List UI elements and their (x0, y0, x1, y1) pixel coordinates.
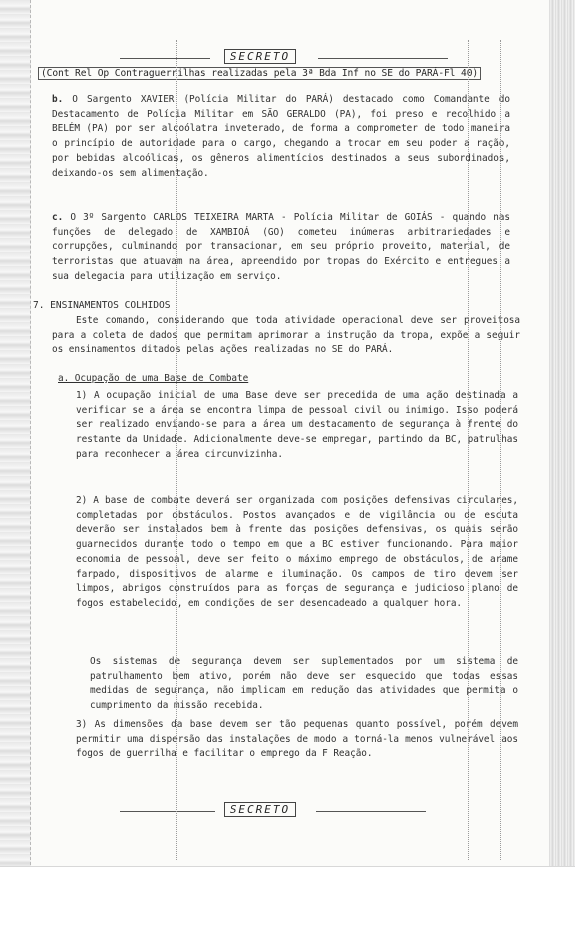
scan-edge-left (0, 0, 31, 870)
paragraph-c-text: O 3º Sargento CARLOS TEIXEIRA MARTA - Polícia Militar de GOIÁS - quando nas funções de delegado de XAMBIOÁ (GO) cometeu inúmeras arbitrariedades e corrupções, culminando por transacionar, em seu próprio proveito, material, de terroristas que atuavam na área, apreendido por tropas do Exército e entregues a sua delegacia para utilização em serviço. (52, 212, 510, 282)
scan-streak (176, 40, 177, 860)
scan-streak (500, 40, 501, 860)
paragraph-b-text: O Sargento XAVIER (Polícia Militar do PARÁ) destacado como Comandante do Destacamento de Polícia Militar em SÃO GERALDO (PA), foi preso e recolhido a BELÉM (PA) por ser alcoólatra inveterado, de forma a comprometer de todo maneira o princípio de autoridade para o cargo, chegando a trocar em seu poder a ração, por bebidas alcoólicas, os gêneros alimentícios destinados a seus subordinados, deixando-os sem alimentação. (52, 94, 510, 179)
subsection-a-heading: a. Ocupação de uma Base de Combate (58, 373, 249, 384)
item-1: 1) A ocupação inicial de uma Base deve ser precedida de uma ação destinada a verificar se a área se encontra limpa de pessoal civil ou inimigo. Isso poderá ser realizado enviando-se para a área um destacamento de segurança à frente do restante da Unidade. Adicionalmente deve-se empregar, partindo da BC, patrulhas para reconhecer a área circunvizinha. (76, 390, 518, 460)
item-2-continuation: Os sistemas de segurança devem ser suplementados por um sistema de patrulhamento bem ativo, porém não deve ser esquecido que todas essas medidas de segurança, não implicam em redução das atividades que permita o cumprimento da missão recebida. (90, 656, 518, 712)
top-rule-right (318, 58, 448, 59)
item-2: 2) A base de combate deverá ser organizada com posições defensivas circulares, completadas por obstáculos. Postos avançados e de vigilância ou de escuta deverão ser instalados bem à frente das posições defensivas, os quais serão guarnecidos durante todo o tempo em que a BC estiver funcionando. Para maior economia de pessoal, deve ser feito o máximo emprego de obstáculos, de arame farpado, dispositivos de alarme e iluminação. Os campos de tiro devem ser limpos, abrigos construídos para as forças de segurança e judicioso plano de fogos estabelecido, em condições de ser desencadeado a qualquer hora. (76, 495, 518, 609)
section-7-intro: Este comando, considerando que toda atividade operacional deve ser proveitosa para a coleta de dados que permitam aprimorar a instrução da tropa, expõe a seguir os ensinamentos ditados pelas ações realizadas no SE do PARÁ. (52, 315, 520, 356)
header-text: (Cont Rel Op Contraguerrilhas realizadas pela 3ª Bda Inf no SE do PARÁ-Fl 40) (38, 67, 481, 80)
paragraph-c-label: c. (52, 212, 64, 223)
bottom-rule-right (316, 811, 426, 812)
classification-stamp-top (160, 50, 360, 63)
scan-edge-right (549, 0, 575, 870)
scan-bottom-blank (0, 866, 575, 947)
item-3: 3) As dimensões da base devem ser tão pequenas quanto possível, porém devem permitir uma dispersão das instalações de modo a torná-la menos vulnerável aos fogos de guerrilha e facilitar o emprego da F Reação. (76, 719, 518, 760)
paragraph-b-label: b. (52, 94, 64, 105)
paragraph-c (52, 211, 510, 285)
paragraph-b (52, 93, 510, 181)
document-header (38, 68, 518, 79)
classification-text-bottom: SECRETO (224, 802, 296, 817)
classification-stamp-bottom (160, 803, 360, 816)
scan-streak (468, 40, 469, 860)
section-7-heading: 7. ENSINAMENTOS COLHIDOS (33, 300, 171, 311)
classification-text-top: SECRETO (224, 49, 296, 64)
